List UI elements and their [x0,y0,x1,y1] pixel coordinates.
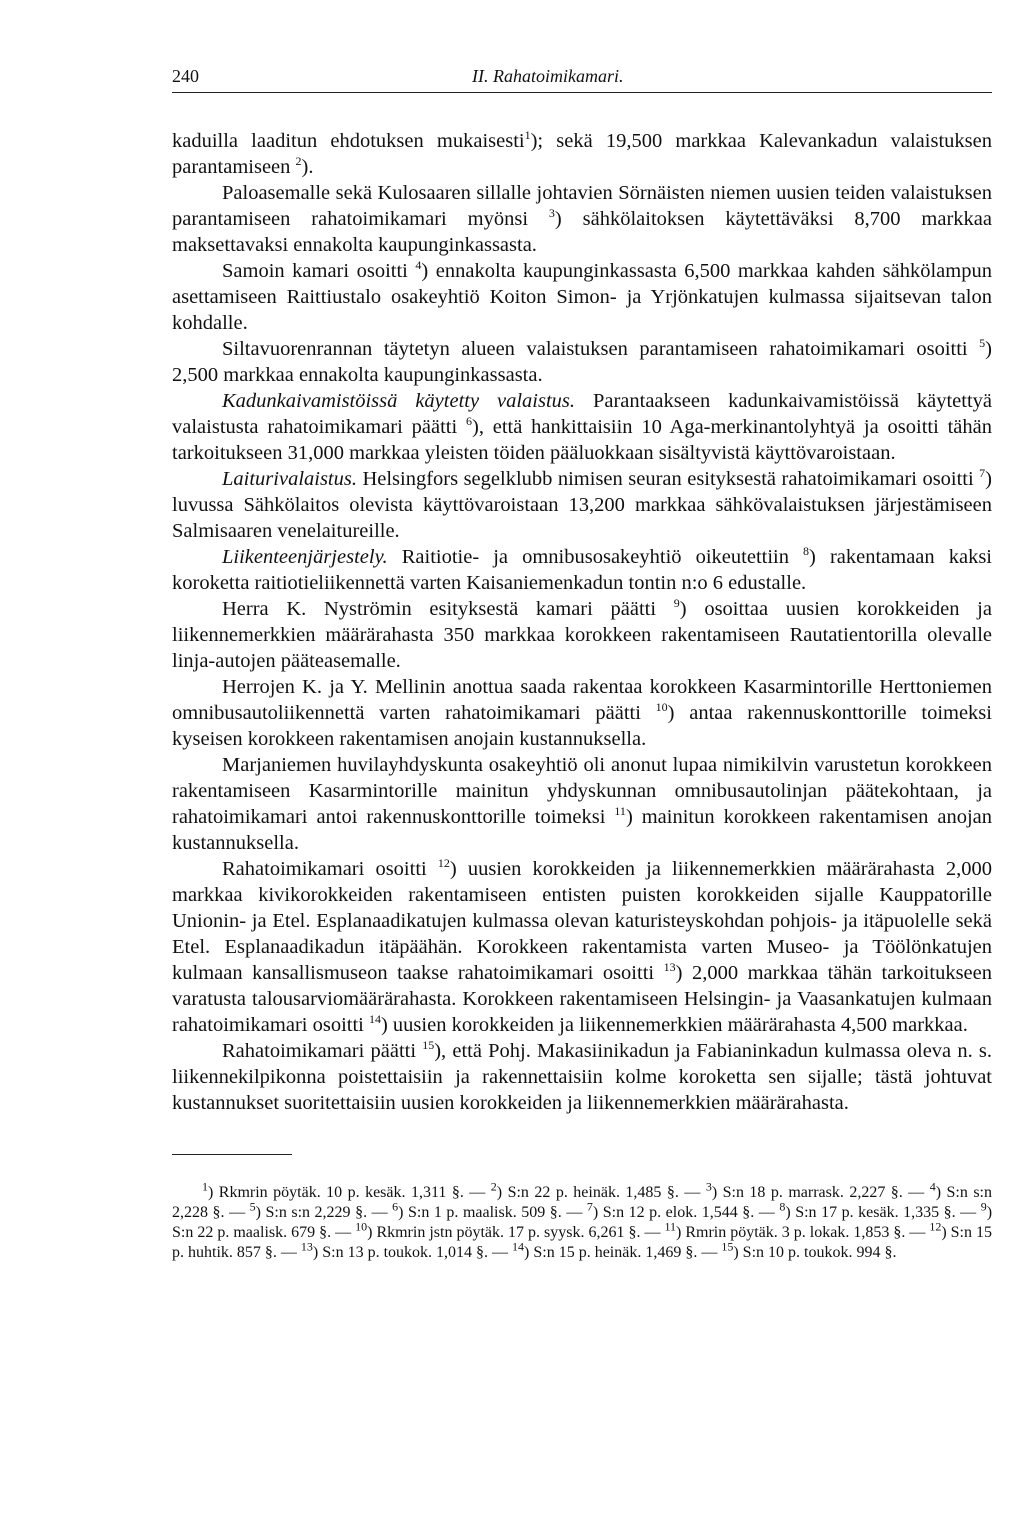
footnote-text: ) Rkmrin pöytäk. 10 p. kesäk. 1,311 §. — [208,1184,491,1201]
footnote-marker: 11 [614,804,626,819]
section-heading: Liikenteenjärjestely. [222,546,388,568]
paragraph [172,596,992,674]
footnote-number: 14 [512,1239,525,1254]
paragraph [172,856,992,1038]
footnote-number: 2 [490,1179,497,1194]
footnote-divider [172,1154,292,1155]
paragraph-text: ) uusien korokkeiden ja liikennemerkkien määrärahasta 2,000 markkaa kivikorokkeiden rakentamiseen entisten puisten korokkeiden sijalle Kauppatorille Unionin- ja Etel. Esplanaadikatujen kulmassa olevan katuristeyskohdan pohjois- ja itäpuolelle sekä Etel. Esplanaadikadun itäpäähän. Korokkeen rakentamista varten Museo- ja Töölönkatujen kulmaan kansallismuseon taakse rahatoimikamari osoitti [172,858,992,984]
footnote-number: 4 [929,1179,936,1194]
footnote-marker: 7 [979,466,986,481]
paragraph-text: ) uusien korokkeiden ja liikennemerkkien määrärahasta 4,500 markkaa. [380,1014,968,1036]
footnote-text: ) S:n 18 p. marrask. 2,227 §. — [711,1184,930,1201]
footnote-number: 12 [929,1219,942,1234]
paragraph-text: Raitiotie- ja omnibusosakeyhtiö oikeutettiin [387,546,804,568]
footnote-marker: 4 [415,258,422,273]
footnote-text: ) S:n s:n 2,229 §. — [255,1204,393,1221]
section-heading: Laiturivalaistus. [222,468,357,490]
footnote-text: ) S:n 10 p. toukok. 994 §. [733,1244,897,1261]
paragraph-text: Helsingfors segelklubb nimisen seuran esityksestä rahatoimikamari osoitti [356,468,980,490]
footnotes [172,1179,993,1263]
footnote-text: ) S:n 22 p. heinäk. 1,485 §. — [496,1184,706,1201]
paragraph [172,674,992,752]
footnote-text: ) S:n 15 p. huhtik. 857 §. — [172,1224,992,1261]
footnote-marker: 13 [663,960,676,975]
footnote-marker: 1 [524,128,531,143]
paragraph-text: ) antaa rakennuskonttorille toimeksi kyseisen korokkeen rakentamisen anojain kustannuksella. [172,702,992,750]
footnote-number: 13 [300,1239,313,1254]
paragraph [172,180,992,258]
section-heading: Kadunkaivamistöissä käytetty valaistus. [222,390,576,412]
paragraph-text: ) sähkölaitoksen käytettäväksi 8,700 markkaa maksettavaksi ennakolta kaupunginkassasta. [172,208,992,256]
paragraph [172,336,992,388]
paragraph-text: kaduilla laaditun ehdotuksen mukaisesti [172,130,525,152]
paragraph [172,752,992,856]
footnote-number: 8 [779,1199,786,1214]
paragraph-text: ) mainitun korokkeen rakentamisen anojan kustannuksella. [172,806,992,854]
footnote-number: 6 [392,1199,399,1214]
paragraph-text: Herra K. Nyströmin esityksestä kamari päätti [222,598,674,620]
paragraph [172,128,992,180]
paragraph-text: Siltavuorenrannan täytetyn alueen valaistuksen parantamiseen rahatoimikamari osoitti [222,338,980,360]
footnote-text: ) S:n s:n 2,228 §. — [172,1184,993,1221]
page-header [172,62,992,93]
footnote-marker: 5 [979,336,986,351]
footnote-number: 7 [586,1199,593,1214]
paragraph-text: ) rakentamaan kaksi koroketta raitiotieliikennettä varten Kaisaniemenkadun tontin n:o 6 edustalle. [172,546,992,594]
page-number: 240 [172,66,199,86]
paragraph-text: ) 2,000 markkaa tähän tarkoitukseen varatusta talousarviomäärärahasta. Korokkeen rakentamiseen Helsingin- ja Vaasankatujen kulmaan rahatoimikamari osoitti [172,962,992,1036]
paragraph-text: Marjaniemen huvilayhdyskunta osakeyhtiö oli anonut lupaa nimikilvin varustetun korokkeen rakentamiseen Kasarmintorille mainitun yhdyskunnan omnibusautolinjan päätekohtaan, ja rahatoimikamari antoi rakennuskonttorille toimeksi [172,754,992,828]
footnote-marker: 14 [368,1012,381,1027]
footnote-number: 15 [721,1239,734,1254]
footnote-marker: 10 [655,700,668,715]
footnote-marker: 12 [437,856,450,871]
paragraph-text: ). [301,156,314,178]
body-text [172,128,992,1116]
paragraph [172,388,992,466]
paragraph-text: ) ennakolta kaupunginkassasta 6,500 markkaa kahden sähkölampun asettamiseen Raittiustalo osakeyhtiö Koiton Simon- ja Yrjönkatujen kulmassa sijaitsevan talon kohdalle. [172,260,992,334]
paragraph-text: Samoin kamari osoitti [222,260,416,282]
footnote-text: ) S:n 22 p. maalisk. 679 §. — [172,1204,993,1241]
paragraph [172,544,992,596]
footnote-text: ) Rkmrin jstn pöytäk. 17 p. syysk. 6,261 §. — [367,1224,665,1241]
footnote-number: 1 [202,1179,208,1194]
footnote-number: 9 [980,1199,987,1214]
paragraph-text: ) 2,500 markkaa ennakolta kaupunginkassasta. [172,338,992,386]
footnote-number: 11 [664,1219,677,1234]
footnote-marker: 8 [803,544,810,559]
footnote-marker: 6 [466,414,472,429]
paragraph [172,1038,992,1116]
paragraph-text: ), että Pohj. Makasiinikadun ja Fabianinkadun kulmassa oleva n. s. liikennekilpikonna poistettaisiin ja rakennettaisiin kolme koroketta sen sijalle; tästä johtuvat kustannukset suoritettaisiin uusien korokkeiden ja liikennemerkkien määrärahasta. [172,1040,992,1114]
paragraph-text: Paloasemalle sekä Kulosaaren sillalle johtavien Sörnäisten niemen uusien teiden valaistuksen parantamiseen rahatoimikamari myönsi [172,182,992,230]
footnote-number: 3 [705,1179,712,1194]
footnote-text: ) S:n 17 p. kesäk. 1,335 §. — [785,1204,981,1221]
paragraph-text: Rahatoimikamari osoitti [222,858,438,880]
paragraph-text: ) luvussa Sähkölaitos olevista käyttövaroistaan 13,200 markkaa sähkövalaistuksen järjestämiseen Salmisaaren venelaitureille. [172,468,992,542]
paragraph-text: ), että hankittaisiin 10 Aga-merkinantolyhtyä ja osoitti tähän tarkoitukseen 31,000 markkaa yleisten töiden pääluokkaan sisältyvistä käyttövaroistaan. [172,416,992,464]
footnote-text: ) S:n 12 p. elok. 1,544 §. — [592,1204,780,1221]
footnote-number: 5 [249,1199,256,1214]
paragraph-text: Parantaakseen kadunkaivamistöissä käytettyä valaistusta rahatoimikamari päätti [172,390,993,438]
footnote-marker: 2 [295,154,302,169]
paragraph-text: Rahatoimikamari päätti [222,1040,423,1062]
footnote-text: ) S:n 1 p. maalisk. 509 §. — [398,1204,587,1221]
footnote-text: ) S:n 15 p. heinäk. 1,469 §. — [524,1244,722,1261]
document-page [172,62,992,1263]
footnote-text: ) S:n 13 p. toukok. 1,014 §. — [312,1244,513,1261]
footnote-marker: 15 [422,1038,435,1053]
paragraph [172,258,992,336]
footnote-marker: 9 [673,596,680,611]
paragraph-text: Herrojen K. ja Y. Mellinin anottua saada rakentaa korokkeen Kasarmintorille Herttoniemen omnibusautoliikennettä varten rahatoimikamari päätti [172,676,992,724]
footnote-marker: 3 [548,206,555,221]
footnote-number: 10 [355,1219,368,1234]
paragraph-text: ); sekä 19,500 markkaa Kalevankadun valaistuksen parantamiseen [172,130,992,178]
paragraph [172,466,992,544]
paragraph-text: ) osoittaa uusien korokkeiden ja liikennemerkkien määrärahasta 350 markkaa korokkeen rakentamiseen Rautatientorilla olevalle linja-autojen pääteasemalle. [172,598,992,672]
running-head: II. Rahatoimikamari. [472,66,624,86]
footnote-text: ) Rmrin pöytäk. 3 p. lokak. 1,853 §. — [676,1224,930,1241]
